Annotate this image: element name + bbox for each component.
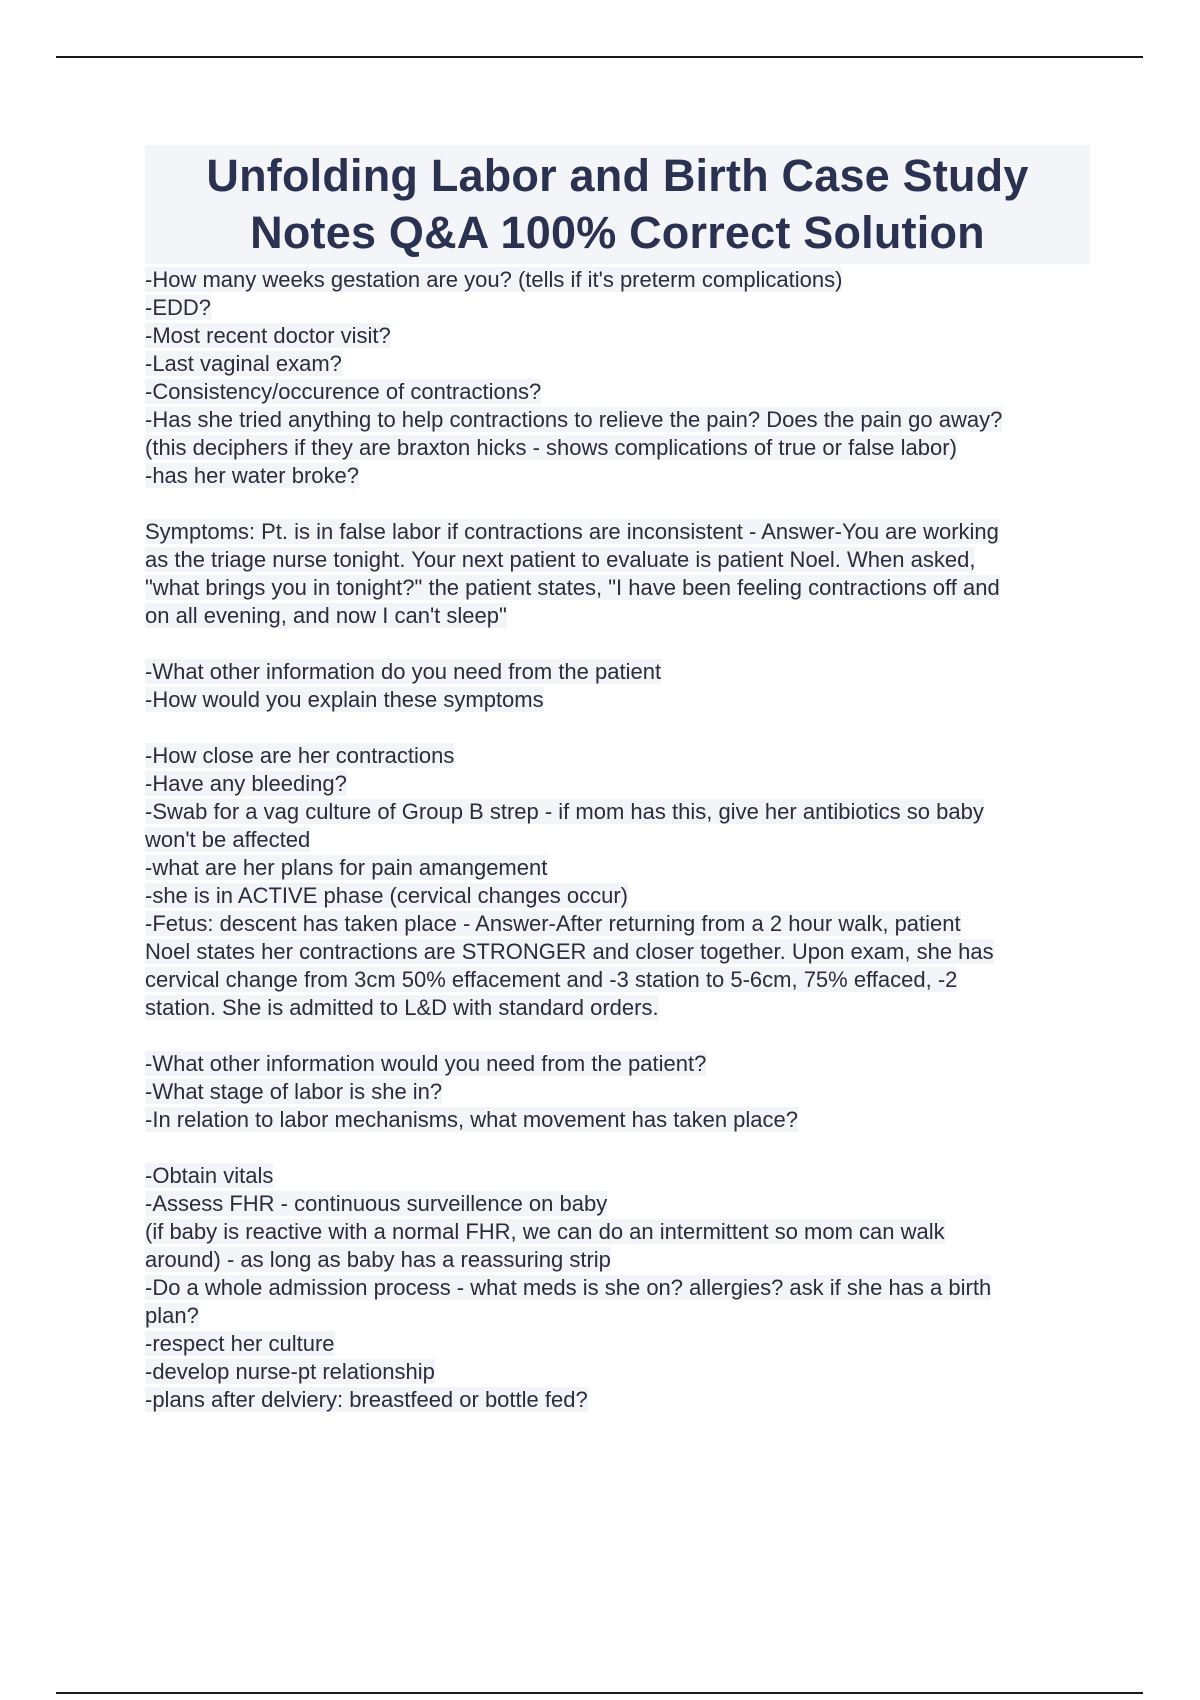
text-line: Noel states her contractions are STRONGER and closer together. Upon exam, she has bbox=[145, 939, 994, 964]
text-line: -How close are her contractions bbox=[145, 743, 455, 768]
text-line: -What other information would you need from the patient? bbox=[145, 1051, 707, 1076]
text-line: -Do a whole admission process - what meds is she on? allergies? ask if she has a birth bbox=[145, 1275, 992, 1300]
text-line: -Obtain vitals bbox=[145, 1163, 274, 1188]
text-line: won't be affected bbox=[145, 827, 311, 852]
document-page bbox=[145, 145, 1090, 1442]
paragraph-admission bbox=[145, 1162, 1090, 1414]
text-line: -Swab for a vag culture of Group B strep - if mom has this, give her antibiotics so baby bbox=[145, 799, 984, 824]
title-line-2: Notes Q&A 100% Correct Solution bbox=[250, 207, 985, 258]
text-line: -what are her plans for pain amangement bbox=[145, 855, 548, 880]
text-line: -What other information do you need from the patient bbox=[145, 659, 662, 684]
paragraph-symptoms bbox=[145, 518, 1090, 630]
text-line: -Has she tried anything to help contractions to relieve the pain? Does the pain go away? bbox=[145, 407, 1003, 432]
title-line-1: Unfolding Labor and Birth Case Study bbox=[206, 150, 1029, 201]
text-line: "what brings you in tonight?" the patient states, "I have been feeling contractions off and bbox=[145, 575, 1000, 600]
text-line: -What stage of labor is she in? bbox=[145, 1079, 443, 1104]
paragraph-questions-1 bbox=[145, 658, 1090, 714]
text-line: -EDD? bbox=[145, 295, 212, 320]
text-line: -Have any bleeding? bbox=[145, 771, 347, 796]
text-line: -Assess FHR - continuous surveillence on baby bbox=[145, 1191, 608, 1216]
text-line: -In relation to labor mechanisms, what movement has taken place? bbox=[145, 1107, 798, 1132]
text-line: -How many weeks gestation are you? (tells if it's preterm complications) bbox=[145, 267, 843, 292]
text-line: -Consistency/occurence of contractions? bbox=[145, 379, 542, 404]
text-line: around) - as long as baby has a reassuring strip bbox=[145, 1247, 611, 1272]
text-line: on all evening, and now I can't sleep" bbox=[145, 603, 507, 628]
text-line: -How would you explain these symptoms bbox=[145, 687, 544, 712]
text-line: station. She is admitted to L&D with standard orders. bbox=[145, 995, 659, 1020]
text-line: -plans after delviery: breastfeed or bottle fed? bbox=[145, 1387, 588, 1412]
paragraph-questions-2 bbox=[145, 1050, 1090, 1134]
document-body bbox=[145, 266, 1090, 1414]
paragraph-intake-questions bbox=[145, 266, 1090, 490]
text-line: Symptoms: Pt. is in false labor if contractions are inconsistent - Answer-You are working bbox=[145, 519, 999, 544]
text-line: (this deciphers if they are braxton hicks - shows complications of true or false labor) bbox=[145, 435, 957, 460]
text-line: -Last vaginal exam? bbox=[145, 351, 342, 376]
text-line: -has her water broke? bbox=[145, 463, 359, 488]
text-line: cervical change from 3cm 50% effacement and -3 station to 5-6cm, 75% effaced, -2 bbox=[145, 967, 958, 992]
paragraph-active-phase bbox=[145, 742, 1090, 1022]
text-line: as the triage nurse tonight. Your next patient to evaluate is patient Noel. When asked, bbox=[145, 547, 976, 572]
text-line: -Most recent doctor visit? bbox=[145, 323, 391, 348]
document-title bbox=[145, 145, 1090, 264]
text-line: -Fetus: descent has taken place - Answer-After returning from a 2 hour walk, patient bbox=[145, 911, 961, 936]
text-line: -respect her culture bbox=[145, 1331, 335, 1356]
text-line: -develop nurse-pt relationship bbox=[145, 1359, 435, 1384]
text-line: plan? bbox=[145, 1303, 199, 1328]
header-rule bbox=[56, 56, 1143, 58]
text-line: (if baby is reactive with a normal FHR, we can do an intermittent so mom can walk bbox=[145, 1219, 945, 1244]
footer-rule bbox=[56, 1692, 1143, 1694]
text-line: -she is in ACTIVE phase (cervical changes occur) bbox=[145, 883, 628, 908]
